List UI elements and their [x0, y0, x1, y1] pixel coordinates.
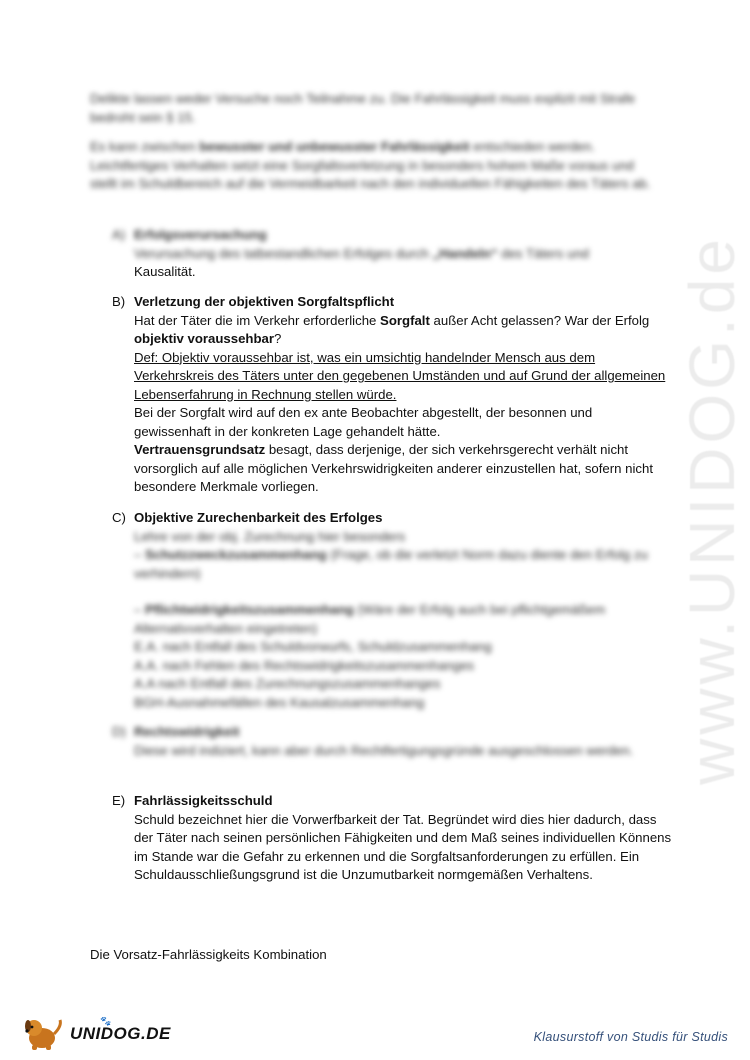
section-b-t1: Hat der Täter die im Verkehr erforderliche — [134, 312, 381, 328]
section-c-l3 — [134, 601, 672, 638]
section-a-line1b: „Handeln“ — [432, 245, 498, 261]
section-c-l2b: Schutzzweckzusammenhang — [145, 547, 327, 562]
section-b-letter: B) — [112, 294, 126, 309]
watermark: www.UNIDOG.de — [676, 235, 748, 785]
section-c — [112, 509, 672, 712]
section-b-t3b: besagt, dass derjenige, der sich verkehrsgerecht verhält nicht vorsorglich auf alle möglichen Verkehrswidrigkeiten anderer einzustellen hat, sofern nicht besondere Merkmale vorliegen. — [134, 442, 653, 494]
intro-text-1: Delikte lassen weder Versuche noch Teilnahme zu. Die Fahrlässigkeit muss explizit mit Strafe bedroht sein § 15. — [90, 91, 636, 125]
intro-paragraph-1 — [90, 90, 660, 127]
section-d — [112, 723, 672, 760]
section-b-t3a: Vertrauensgrundsatz — [134, 442, 266, 457]
section-c-l3c: (Wäre der Erfolg auch bei pflichtgemäßem Alternativverhalten eingetreten) — [134, 602, 606, 636]
section-a-letter: A) — [112, 227, 126, 242]
section-c-l4: E.A. nach Entfall des Schuldvorwurfs, Schuldzusammenhang — [134, 639, 492, 654]
section-a — [112, 226, 672, 282]
paw-icon: 🐾 — [100, 1016, 112, 1026]
intro-text-2c: entschieden werden. Leichtfertiges Verhalten setzt eine Sorgfaltsverletzung in besonders hohem Maße voraus und stellt im Schuldbereich auf die Vermeidbarkeit nach den individuellen Fähigkeiten des Täters ab. — [90, 139, 651, 191]
intro-text-2a: Es kann zwischen — [90, 139, 200, 154]
intro-paragraph-2 — [90, 138, 660, 194]
section-c-l3b: Pflichtwidrigkeitszusammenhang — [145, 602, 354, 617]
section-d-title: Rechtswidrigkeit — [134, 724, 240, 739]
closing-line: Die Vorsatz-Fahrlässigkeits Kombination — [90, 947, 327, 962]
section-a-line1 — [134, 245, 672, 264]
section-b-t1c: außer Acht gelassen? War der Erfolg — [429, 312, 650, 328]
section-d-letter: D) — [112, 724, 126, 739]
logo-text: UNIDOG.DE — [70, 1024, 171, 1043]
section-e-text: Schuld bezeichnet hier die Vorwerfbarkeit der Tat. Begründet wird dies hier dadurch, dass der Täter nach seinen persönlichen Fähigkeiten und dem Maß seines individuellen Könnens im Stande war die Gefahr zu erkennen und die Sorgfaltsanforderungen zu erfüllen. Ein Schuldausschließungsgrund ist die Unzumutbarkeit normgemäßen Verhaltens. — [134, 811, 672, 882]
section-c-l2a: – — [134, 547, 145, 562]
section-b-definition: Def: Objektiv voraussehbar ist, was ein umsichtig handelnder Mensch aus dem Verkehrskreis des Täters unter den gegebenen Umständen und auf Grund der allgemeinen Lebenserfahrung in Rechnung stellen würde. — [134, 349, 666, 402]
section-e — [112, 792, 672, 885]
section-c-l2c: (Frage, ob die verletzt Norm dazu diente den Erfolg zu verhindern) — [134, 547, 648, 581]
intro-text-2b: bewusster und unbewusster Fahrlässigkeit — [199, 139, 470, 154]
section-b-text2: Bei der Sorgfalt wird auf den ex ante Beobachter abgestellt, der besonnen und gewissenhaft in der konkreten Lage gehandelt hätte. — [134, 405, 593, 439]
section-c-l2 — [134, 546, 672, 583]
section-b — [112, 293, 672, 497]
section-c-title: Objektive Zurechenbarkeit des Erfolges — [134, 510, 383, 525]
section-c-letter: C) — [112, 510, 126, 525]
footer-slogan: Klausurstoff von Studis für Studis — [533, 1030, 728, 1044]
section-e-title: Fahrlässigkeitsschuld — [134, 793, 273, 808]
section-c-l1: Lehre von der obj. Zurechnung hier besonders — [134, 528, 406, 544]
section-d-text: Diese wird indiziert, kann aber durch Rechtfertigungsgründe ausgeschlossen werden. — [134, 742, 634, 758]
section-a-line1c: des Täters und — [497, 245, 589, 261]
section-c-l5: A.A. nach Fehlen des Rechtswidrigkeitszusammenhanges — [134, 657, 475, 673]
section-b-t1b: Sorgfalt — [380, 312, 430, 328]
section-e-letter: E) — [112, 793, 126, 808]
section-c-l6: A.A nach Entfall des Zurechnungszusammenhanges — [134, 676, 441, 691]
intro-text-2 — [90, 138, 660, 194]
section-b-title: Verletzung der objektiven Sorgfaltspflicht — [134, 294, 395, 309]
section-a-line2: Kausalität. — [134, 264, 196, 279]
section-b-t1e: ? — [274, 331, 282, 346]
dog-icon — [22, 1016, 66, 1052]
section-a-title: Erfolgsverursachung — [134, 227, 267, 242]
section-b-question — [134, 312, 672, 349]
section-b-t1d: objektiv voraussehbar — [134, 331, 274, 346]
section-c-l7: BGH-Ausnahmefällen des Kausalzusammenhang — [134, 694, 425, 710]
unidog-logo — [22, 1016, 171, 1052]
section-b-text3 — [134, 441, 672, 497]
section-c-l3a: – — [134, 602, 145, 617]
section-a-line1a: Verursachung des tatbestandlichen Erfolges durch — [134, 245, 433, 261]
